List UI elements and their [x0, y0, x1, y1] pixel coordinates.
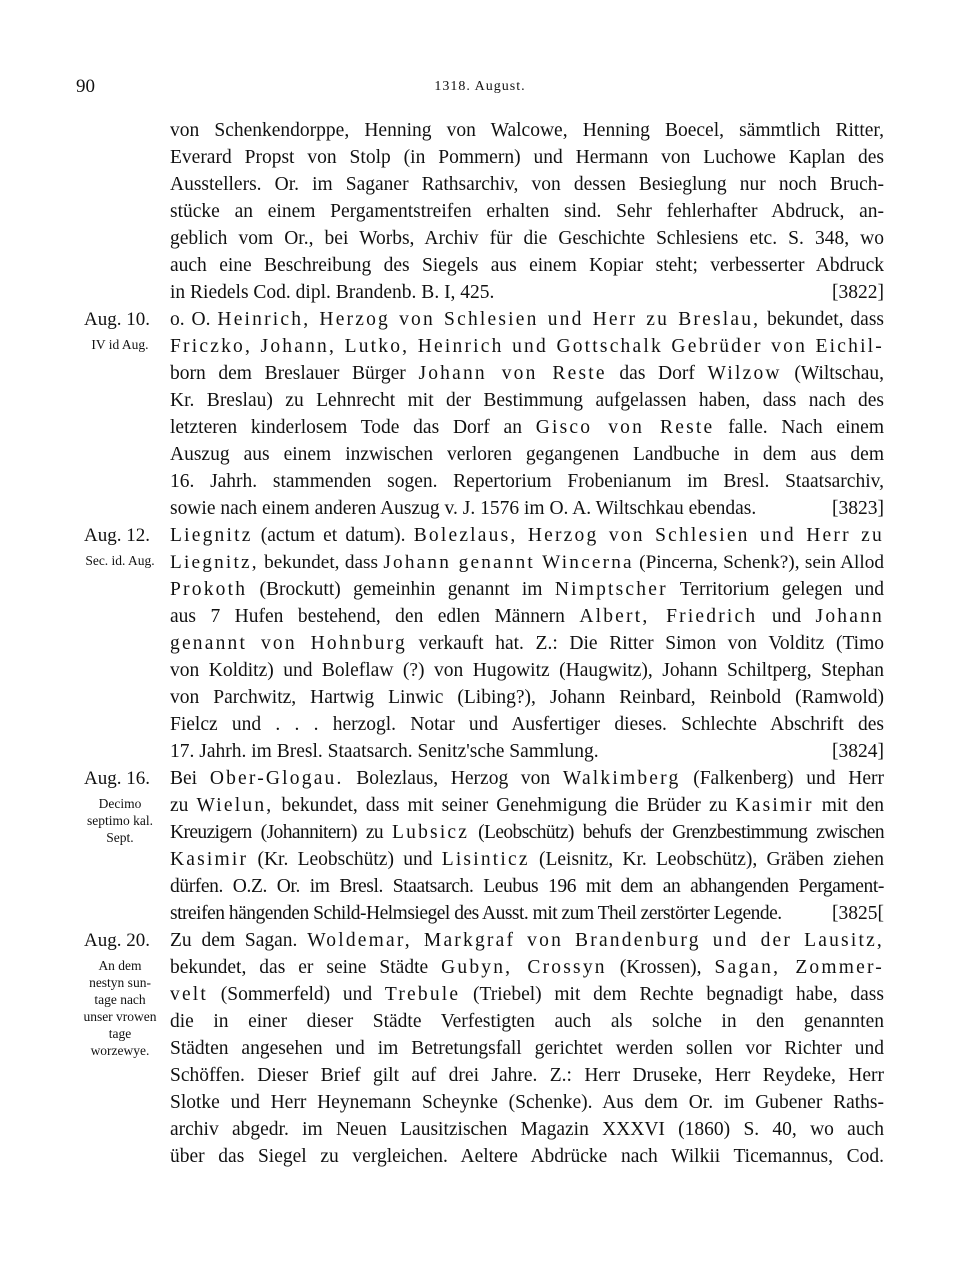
text-line [170, 307, 884, 333]
margin-roman-date: IV id Aug. [91, 337, 149, 352]
text-line [170, 820, 884, 846]
text-run: bekundet, dass mit seiner Genehmigung die Brüder zu [273, 795, 736, 816]
text-line [170, 361, 884, 387]
text-line: dürfen. O.Z. Or. im Bresl. Staatsarch. Leubus 196 mit dem an abhangenden Pergament- [170, 876, 884, 897]
spaced-name: Woldemar, Markgraf von Brandenburg und der Lausitz, [307, 930, 884, 951]
spaced-name: Johann genannt Wincerna [383, 552, 634, 573]
margin-roman-date: nestyn sun- [89, 975, 151, 990]
text-line: Ausstellers. Or. im Saganer Rathsarchiv, von dessen Besieglung nur noch Bruch- [170, 174, 884, 195]
regest-number: [3824] [832, 741, 884, 762]
text-run: (Sommerfeld) und [208, 984, 385, 1005]
text-line: Everard Propst von Stolp (in Pommern) und Hermann von Luchowe Kaplan des [170, 147, 884, 168]
text-run: born dem Breslauer Bürger [170, 363, 419, 384]
text-run: Bei [170, 768, 210, 789]
text-run: (Triebel) mit dem Rechte begnadigt habe, dass [460, 984, 884, 1005]
text-line: Städten angesehen und im Betretungsfall gerichtet werden sollen vor Richter und [170, 1038, 884, 1059]
text-run: Territorium gelegen und [667, 579, 885, 600]
text-line: in Riedels Cod. dipl. Brandenb. B. I, 425. [170, 282, 495, 303]
text-run: mit den [813, 795, 884, 816]
text-run: zu [170, 795, 197, 816]
margin-date: Aug. 20. [84, 930, 150, 951]
spaced-name: genannt von Hohnburg [170, 633, 407, 654]
text-line: von Parchwitz, Hartwig Linwic (Libing?), Johann Reinbard, Reinbold (Ramwold) [170, 687, 884, 708]
margin-roman-date: Decimo [98, 796, 142, 811]
text-run: das Dorf [606, 363, 708, 384]
spaced-name: Johann von Reste [418, 363, 607, 384]
spaced-name: Kasimir [735, 795, 814, 816]
regest-number: [3825[ [832, 903, 884, 924]
text-line: Slotke und Herr Heynemann Scheynke (Schenke). Aus dem Or. im Gubener Raths- [170, 1092, 884, 1113]
margin-roman-date: tage [108, 1026, 132, 1041]
spaced-name: velt [170, 984, 209, 1005]
text-run: letzteren kinderlosem Tode das Dorf an [170, 417, 536, 438]
text-line [170, 847, 884, 873]
spaced-name: Albert, Friedrich [579, 606, 758, 627]
text-run: aus 7 Hufen bestehend, den edlen Männern [170, 606, 580, 627]
text-line [170, 415, 884, 441]
text-run: (Pincerna, Schenk?), sein Allod [633, 552, 885, 573]
spaced-name: Kasimir [170, 849, 249, 870]
spaced-name: Heinrich, Herzog von Schlesien und Herr zu Breslau, [217, 309, 761, 330]
text-line [170, 523, 884, 549]
text-line [170, 955, 884, 981]
spaced-name: Liegnitz, [170, 552, 259, 573]
spaced-name: Gisco von Reste [535, 417, 715, 438]
spaced-name: Walkimberg [562, 768, 681, 789]
margin-date: Aug. 10. [84, 309, 150, 330]
spaced-name: Nimptscher [554, 579, 668, 600]
margin-roman-date: Sept. [106, 830, 134, 845]
text-line: 16. Jahrh. stammenden sogen. Repertorium Frobenianum im Bresl. Staatsarchiv, [170, 471, 884, 492]
page-header [0, 76, 960, 106]
text-line: auch eine Beschreibung des Siegels aus einem Kopiar steht; verbesserter Abdruck [170, 255, 884, 276]
margin-roman-date: septimo kal. [87, 813, 153, 828]
text-line [170, 577, 884, 603]
text-run: bekundet, das er seine Städte [170, 957, 442, 978]
regest-number: [3822] [832, 282, 884, 303]
text-run: und [757, 606, 816, 627]
text-line [170, 604, 884, 630]
margin-roman-date: tage nach [94, 992, 146, 1007]
text-run: falle. Nach einem [714, 417, 884, 438]
running-title: 1318. August. [434, 79, 526, 94]
spaced-name: Liegnitz [170, 525, 253, 546]
spaced-name: Gubyn, Crossyn [441, 957, 607, 978]
text-run: (Wiltschau, [781, 363, 884, 384]
text-line [170, 928, 884, 954]
margin-date: Aug. 12. [84, 525, 150, 546]
text-run: verkauft hat. Z.: Die Ritter Simon von Volditz (Timo [406, 633, 885, 654]
spaced-name: Trebule [384, 984, 461, 1005]
text-run: (Leisnitz, Kr. Leobschütz), Gräben ziehen [529, 849, 885, 870]
text-line: über das Siegel zu vergleichen. Aeltere Abdrücke nach Wilkii Ticemannus, Cod. [170, 1146, 884, 1167]
spaced-name: Wilzow [707, 363, 782, 384]
spaced-name: Sagan, Zommer- [714, 957, 884, 978]
spaced-name: Lisinticz [441, 849, 530, 870]
text-run: bekundet, dass [258, 552, 384, 573]
spaced-name: Prokoth [170, 579, 248, 600]
text-line [170, 550, 884, 576]
text-line: streifen hängenden Schild-Helmsiegel des Ausst. mit zum Theil zerstörter Legende. [170, 903, 782, 924]
text-line [170, 766, 884, 792]
text-run: (Brockutt) gemeinhin genannt im [247, 579, 555, 600]
margin-roman-date: worzewye. [90, 1043, 150, 1058]
text-line: 17. Jahrh. im Bresl. Staatsarch. Senitz'sche Sammlung. [170, 741, 599, 762]
text-line: Auszug aus einem inzwischen verloren gegangenen Landbuche in dem aus dem [170, 444, 884, 465]
text-run: Kreuzigern (Johannitern) zu [170, 822, 393, 843]
margin-roman-date: An dem [98, 958, 142, 973]
spaced-name: Lubsicz [392, 822, 470, 843]
spaced-name: Ober-Glogau. [209, 768, 344, 789]
text-line: Fielcz und . . . herzogl. Notar und Ausfertiger dieses. Schlechte Abschrift des [170, 714, 884, 735]
text-run: Bolezlaus, Herzog von [343, 768, 563, 789]
text-line: Schöffen. Dieser Brief gilt auf drei Jahre. Z.: Herr Druseke, Herr Reydeke, Herr [170, 1065, 884, 1086]
margin-roman-date: unser vrowen [83, 1009, 157, 1024]
text-run: Zu dem Sagan. [170, 930, 308, 951]
text-run: (Krossen), [606, 957, 715, 978]
text-line: geblich vom Or., bei Worbs, Archiv für die Geschichte Schlesiens etc. S. 348, wo [170, 228, 884, 249]
text-line [170, 793, 884, 819]
text-line: von Schenkendorppe, Henning von Walcowe, Henning Boecel, sämmtlich Ritter, [170, 120, 884, 141]
text-run: o. O. [170, 309, 218, 330]
text-line: archiv abgedr. im Neuen Lausitzischen Magazin XXXVI (1860) S. 40, wo auch [170, 1119, 884, 1140]
regest-number: [3823] [832, 498, 884, 519]
margin-roman-date: Sec. id. Aug. [85, 553, 155, 568]
text-run: (Falkenberg) und Herr [680, 768, 884, 789]
text-run: (actum et datum). [252, 525, 414, 546]
text-line [170, 631, 884, 657]
text-line: die in einer dieser Städte Verfestigten auch als solche in den genannten [170, 1011, 884, 1032]
text-line: stücke an einem Pergamentstreifen erhalten sind. Sehr fehlerhafter Abdruck, an- [170, 201, 884, 222]
text-line: Friczko, Johann, Lutko, Heinrich und Gottschalk Gebrüder von Eichil- [170, 336, 884, 357]
text-run: (Leobschütz) behufs der Grenzbestimmung zwischen [469, 822, 884, 843]
page-number: 90 [76, 76, 95, 97]
margin-date: Aug. 16. [84, 768, 150, 789]
spaced-name: Bolezlaus, Herzog von Schlesien und Herr zu [413, 525, 884, 546]
text-line: von Kolditz) und Boleflaw (?) von Hugowitz (Haugwitz), Johann Schiltperg, Stephan [170, 660, 884, 681]
text-line: Kr. Breslau) zu Lehnrecht mit der Bestimmung aufgelassen haben, dass nach des [170, 390, 884, 411]
spaced-name: Wielun, [196, 795, 274, 816]
text-line [170, 982, 884, 1008]
text-line: sowie nach einem anderen Auszug v. J. 1576 im O. A. Wiltschkau ebendas. [170, 498, 757, 519]
text-run: bekundet, dass [760, 309, 884, 330]
spaced-name: Johann [815, 606, 884, 627]
text-run: (Kr. Leobschütz) und [248, 849, 442, 870]
